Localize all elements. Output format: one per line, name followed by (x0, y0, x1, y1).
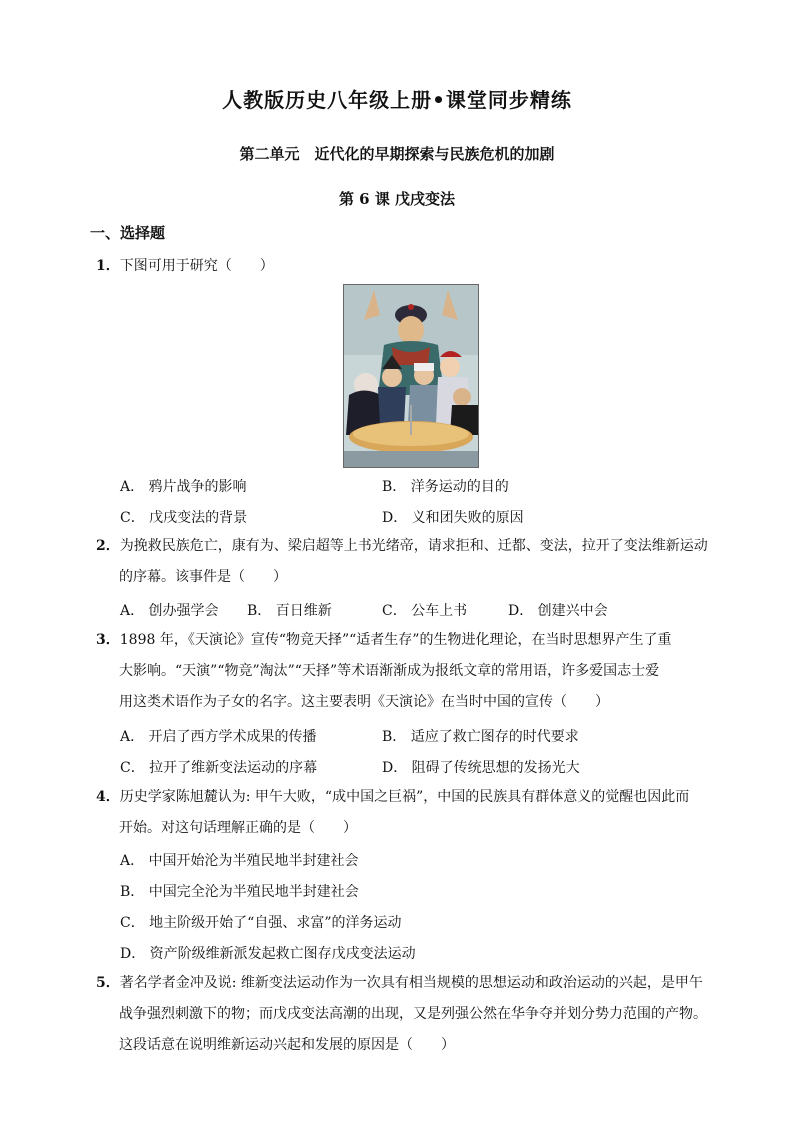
option-4c: C． 地主阶级开始了“自强、求富”的洋务运动 (120, 915, 402, 931)
question-stem-line: 这段话意在说明维新运动兴起和发展的原因是（ ） (119, 1037, 455, 1053)
question-2 (96, 531, 716, 593)
question-stem-line: 战争强烈刺激下的物；而戊戌变法高潮的出现，又是列强公然在华争夺并划分势力范围的产物。 (119, 1006, 707, 1022)
cartoon-illustration-icon (344, 285, 478, 467)
question-stem-line: 用这类术语作为子女的名字。这主要表明《天演论》在当时中国的宣传（ ） (119, 694, 609, 710)
question-stem-line: 1898 年，《天演论》宣传“物竞天择”“适者生存”的生物进化理论，在当时思想界产生了重 (119, 632, 672, 648)
option-2b: B． 百日维新 (247, 603, 332, 619)
option-2a: A． 创办强学会 (120, 603, 219, 619)
option-4b: B． 中国完全沦为半殖民地半封建社会 (120, 884, 359, 900)
unit-title: 第二单元 近代化的早期探索与民族危机的加剧 (239, 145, 555, 163)
option-4a: A． 中国开始沦为半殖民地半封建社会 (120, 853, 359, 869)
question-stem-line: 大影响。“天演”“物竞”淘汰”“天择”等术语渐渐成为报纸文章的常用语，许多爱国志士爱 (119, 663, 660, 679)
question-number: 2． (96, 538, 120, 554)
option-1a: A． 鸦片战争的影响 (120, 479, 247, 495)
question-number: 4． (96, 789, 120, 805)
option-1b: B． 洋务运动的目的 (382, 479, 509, 495)
page-title: 人教版历史八年级上册•课堂同步精练 (222, 88, 572, 112)
question-stem-line: 为挽救民族危亡，康有为、梁启超等上书光绪帝，请求拒和、迁都、变法，拉开了变法维新运动 (119, 538, 708, 554)
question-stem-line: 著名学者金冲及说: 维新变法运动作为一次具有相当规模的思想运动和政治运动的兴起，是甲午 (119, 975, 703, 991)
question-number: 1． (96, 258, 120, 274)
question-4 (96, 782, 716, 844)
question-1 (96, 251, 716, 282)
section-title: 一、选择题 (90, 224, 166, 242)
option-3a: A． 开启了西方学术成果的传播 (120, 729, 317, 745)
lesson-title: 第 6 课 戊戌变法 (338, 190, 456, 208)
option-3b: B． 适应了救亡图存的时代要求 (382, 729, 579, 745)
option-1c: C． 戊戌变法的背景 (120, 510, 248, 526)
question-number: 5． (96, 975, 120, 991)
question-stem: 下图可用于研究（ ） (119, 258, 274, 274)
option-3d: D． 阻碍了传统思想的发扬光大 (382, 760, 580, 776)
question-5 (96, 968, 716, 1061)
option-2d: D． 创建兴中会 (508, 603, 608, 619)
question-stem-line: 开始。对这句话理解正确的是（ ） (119, 820, 357, 836)
question-number: 3． (96, 632, 120, 648)
question-stem-line: 的序幕。该事件是（ ） (119, 569, 287, 585)
question-stem-line: 历史学家陈旭麓认为: 甲午大败，“成中国之巨祸”，中国的民族具有群体意义的觉醒也因此而 (119, 789, 690, 805)
option-2c: C． 公车上书 (382, 603, 468, 619)
option-1d: D． 义和团失败的原因 (382, 510, 524, 526)
question-3 (96, 625, 716, 718)
option-3c: C． 拉开了维新变法运动的序幕 (120, 760, 318, 776)
option-4d: D． 资产阶级维新派发起救亡图存戊戌变法运动 (120, 946, 416, 962)
political-cartoon-figure (343, 284, 479, 468)
